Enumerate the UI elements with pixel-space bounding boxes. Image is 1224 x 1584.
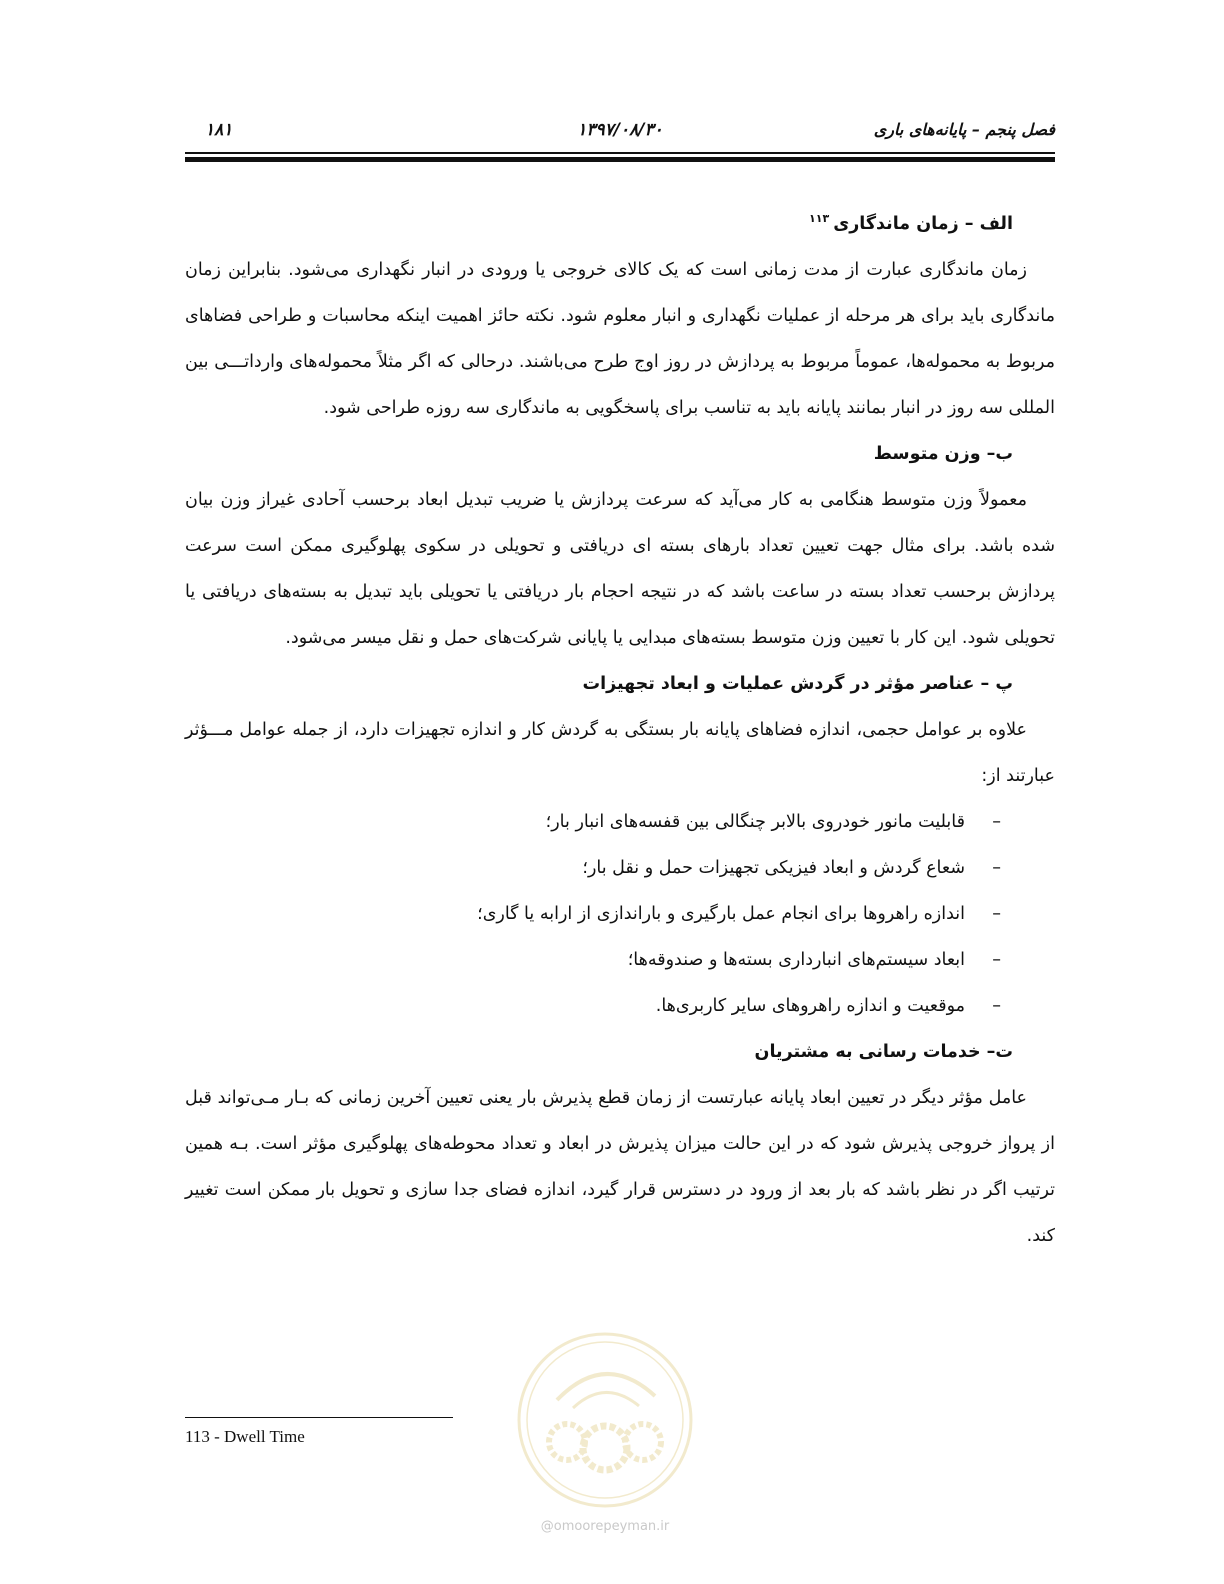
header-rule-thick xyxy=(185,157,1055,162)
bullet-marker: – xyxy=(992,995,1001,1016)
list-item-text: شعاع گردش و ابعاد فیزیکی تجهیزات حمل و نقل بار؛ xyxy=(582,857,965,878)
list-item xyxy=(185,937,1001,983)
header-rule-thin xyxy=(185,152,1055,154)
paragraph-average-weight: معمولاً وزن متوسط هنگامی به کار می‌آید که سرعت پردازش یا ضریب تبدیل ابعاد برحسب آحادی غیراز وزن بیان شده باشد. برای مثال جهت تعیین تعداد بارهای بسته ای دریافتی و تحویلی در سکوی پهلوگیری ممکن است سرعت پردازش برحسب تعداد بسته در ساعت باشد که در نتیجه احجام بار دریافتی یا تحویلی باید تبدیل به بسته‌های دریافتی یا تحویلی شود. این کار با تعیین وزن متوسط بسته‌های مبدایی یا پایانی شرکت‌های حمل و نقل میسر می‌شود. xyxy=(185,489,1055,648)
gear-icon xyxy=(583,1426,627,1470)
footnote: 113 - Dwell Time xyxy=(185,1427,305,1446)
header-date: ۱۳۹۷/۰۸/۳۰ xyxy=(577,120,663,140)
list-item-text: قابلیت مانور خودروی بالابر چنگالی بین قفسه‌های انبار بار؛ xyxy=(545,811,965,832)
chapter-title: فصل پنجم – پایانه‌های باری xyxy=(873,120,1055,139)
gear-icon xyxy=(625,1424,661,1460)
bullet-marker: – xyxy=(992,811,1001,832)
list-item xyxy=(185,845,1001,891)
list-item xyxy=(185,983,1001,1029)
list-item xyxy=(185,799,1001,845)
footnote-ref: ۱۱۳ xyxy=(809,212,830,225)
watermark-logo xyxy=(515,1330,695,1510)
bullet-marker: – xyxy=(992,903,1001,924)
section-heading-a-text: الف – زمان ماندگاری xyxy=(833,213,1013,234)
paragraph-customer-service: عامل مؤثر دیگر در تعیین ابعاد پایانه عبارتست از زمان قطع پذیرش بار یعنی تعیین آخرین زمانی که بـار مـی‌تواند قبل از پرواز خروجی پذیرش شود که در این حالت میزان پذیرش در ابعاد و تعداد محوطه‌های پهلوگیری مؤثر است. بـه همین ترتیب اگر در نظر باشد که بار بعد از ورود در دسترس قرار گیرد، اندازه فضای جدا سازی و تحویل بار ممکن است تغییر کند. xyxy=(185,1087,1055,1246)
section-heading-a xyxy=(185,196,1055,247)
page-number: ۱۸۱ xyxy=(205,120,233,140)
paragraph-dwell-time: زمان ماندگاری عبارت از مدت زمانی است که یک کالای خروجی یا ورودی در انبار نگهداری می‌شود. بنابراین زمان ماندگاری باید برای هر مرحله از عملیات نگهداری و انبار معلوم شود. نکته حائز اهمیت اینکه محاسبات و طراحی فضاهای مربوط به محموله‌ها، عموماً مربوط به پردازش در روز اوج طرح می‌باشند. درحالی که اگر مثلاً محموله‌های وارداتـــی بین المللی سه روز در انبار بمانند پایانه باید به تناسب برای پاسخگویی به ماندگاری سه روزه طراحی شود. xyxy=(185,259,1055,418)
list-item-text: اندازه راهروها برای انجام عمل بارگیری و باراندازی از ارابه یا گاری؛ xyxy=(477,903,965,924)
watermark-url: @omoorepeyman.ir xyxy=(540,1519,670,1534)
list-item-text: موقعیت و اندازه راهروهای سایر کاربری‌ها. xyxy=(655,995,965,1016)
footnote-separator xyxy=(185,1417,453,1418)
bullet-marker: – xyxy=(992,949,1001,970)
section-heading-p: پ – عناصر مؤثر در گردش عملیات و ابعاد تجهیزات xyxy=(582,673,1013,694)
page-body xyxy=(185,196,1055,1259)
section-heading-t: ت– خدمات رسانی به مشتریان xyxy=(754,1041,1013,1062)
section-heading-b: ب– وزن متوسط xyxy=(873,443,1013,464)
list-item-text: ابعاد سیستم‌های انبارداری بسته‌ها و صندوقه‌ها؛ xyxy=(627,949,965,970)
gear-icon xyxy=(549,1424,585,1460)
list-item xyxy=(185,891,1001,937)
factor-list xyxy=(185,799,1055,1029)
paragraph-equipment: علاوه بر عوامل حجمی، اندازه فضاهای پایانه بار بستگی به گردش کار و اندازه تجهیزات دارد، از جمله عوامل مـــؤثر عبارتند از: xyxy=(185,719,1055,786)
page-header xyxy=(185,118,1055,144)
bullet-marker: – xyxy=(992,857,1001,878)
